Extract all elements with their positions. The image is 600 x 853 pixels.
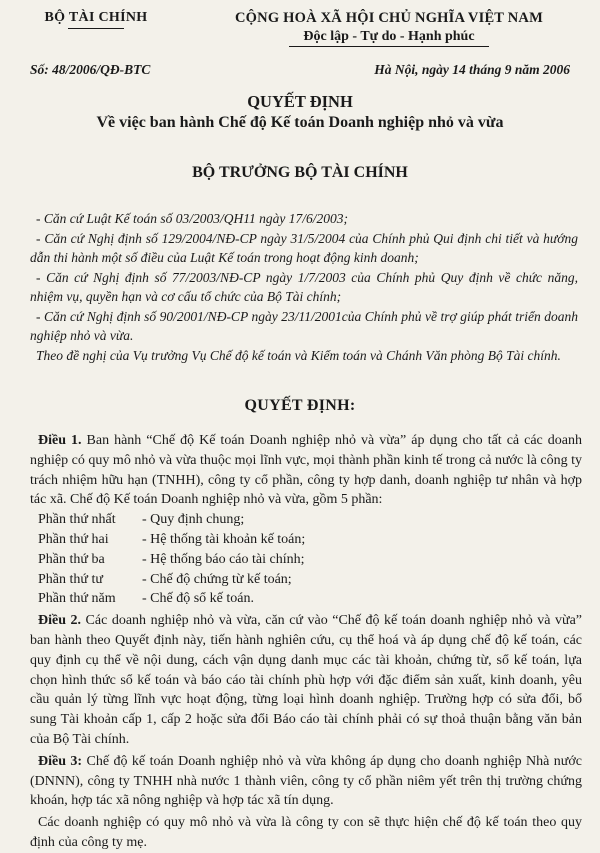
proposal-line: Theo đề nghị của Vụ trưởng Vụ Chế độ kế toán và Kiểm toán và Chánh Văn phòng Bộ Tài chính. [36,347,561,363]
part-name: Phần thứ tư [38,571,103,587]
article-1-text: Ban hành “Chế độ Kế toán Doanh nghiệp nhỏ và vừa” áp dụng cho tất cả các doanh nghiệp có quy mô nhỏ và vừa thuộc mọi lĩnh vực, mọi thành phần kinh tế trong cả nước là công ty trách nhiệm hữu hạn (TNHH), công ty cổ phần, công ty hợp danh, doanh nghiệp tư nhân và hợp tác xã. Chế độ Kế toán Doanh nghiệp nhỏ và vừa, gồm 5 phần: [30,433,582,508]
article-2 [30,611,582,750]
national-heading-block [206,10,572,47]
document-title: QUYẾT ĐỊNH [247,92,353,111]
article-3-label: Điều 3: [38,753,83,769]
issuing-agency: BỘ TÀI CHÍNH [44,10,148,25]
legal-basis-item: - Căn cứ Luật Kế toán số 03/2003/QH11 ngày 17/6/2003; [36,211,348,226]
part-name: Phần thứ năm [38,591,116,607]
part-desc: - Chế độ sổ kế toán. [142,591,254,607]
part-desc: - Chế độ chứng từ kế toán; [142,571,292,587]
decision-body [30,431,582,853]
article-3 [30,752,582,811]
part-name: Phần thứ nhất [38,512,116,528]
list-item [30,510,582,530]
motto-underline [289,46,489,47]
part-desc: - Quy định chung; [142,512,245,528]
legal-basis-item: - Căn cứ Nghị định số 129/2004/NĐ-CP ngày 31/5/2004 của Chính phủ Qui định chi tiết và hướng dẫn thi hành một số điều của Luật Kế toán trong hoạt động kinh doanh; [30,230,578,265]
document-subtitle: Về việc ban hành Chế độ Kế toán Doanh nghiệp nhỏ và vừa [96,114,504,131]
agency-underline [68,28,124,29]
list-item [30,530,582,550]
closing-paragraph: Các doanh nghiệp có quy mô nhỏ và vừa là công ty con sẽ thực hiện chế độ kế toán theo quy định của công ty mẹ. [30,815,582,850]
legal-basis-item: - Căn cứ Nghị định số 77/2003/NĐ-CP ngày 1/7/2003 của Chính phủ Quy định về chức năng, nhiệm vụ, quyền hạn và cơ cấu tổ chức của Bộ Tài chính; [30,269,578,304]
article-1 [30,431,582,510]
issuer-heading: BỘ TRƯỞNG BỘ TÀI CHÍNH [192,164,408,181]
place-and-date: Hà Nội, ngày 14 tháng 9 năm 2006 [374,62,570,77]
article-3-text: Chế độ kế toán Doanh nghiệp nhỏ và vừa không áp dụng cho doanh nghiệp Nhà nước (DNNN), công ty TNHH nhà nước 1 thành viên, công ty cổ phần niêm yết trên thị trường chứng khoán, hợp tác xã nông nghiệp và hợp tác xã tín dụng. [30,753,582,809]
article-1-label: Điều 1. [38,433,82,448]
issuing-agency-block [36,10,156,29]
article-2-label: Điều 2. [38,613,82,629]
legal-bases [30,209,578,365]
document-number: Số: 48/2006/QĐ-BTC [30,62,151,77]
national-motto: Độc lập - Tự do - Hạnh phúc [303,29,475,44]
part-name: Phần thứ ba [38,551,105,567]
parts-list [30,510,582,609]
legal-basis-item: - Căn cứ Nghị định số 90/2001/NĐ-CP ngày 23/11/2001của Chính phủ về trợ giúp phát triển doanh nghiệp nhỏ và vừa. [30,308,578,343]
list-item [30,589,582,609]
part-desc: - Hệ thống tài khoản kế toán; [142,531,306,547]
list-item [30,570,582,590]
decision-heading: QUYẾT ĐỊNH: [244,397,356,414]
national-name: CỘNG HOÀ XÃ HỘI CHỦ NGHĨA VIỆT NAM [235,10,543,26]
article-2-text: Các doanh nghiệp nhỏ và vừa, căn cứ vào “Chế độ kế toán doanh nghiệp nhỏ và vừa” ban hành theo Quyết định này, tiến hành nghiên cứu, cụ thể hoá và áp dụng chế độ kế toán, các quy định cụ thể về nội dung, cách vận dụng danh mục các tài khoản, chứng từ, sổ kế toán, lựa chọn hình thức sổ kế toán và báo cáo tài chính phù hợp với đặc điểm sản xuất, kinh doanh, yêu cầu quản lý từng lĩnh vực hoạt động, từng loại hình doanh nghiệp. Trường hợp có sửa đổi, bổ sung Tài khoản cấp 1, cấp 2 hoặc sửa đổi Báo cáo tài chính phải có sự thoả thuận bằng văn bản của Bộ Tài chính. [30,613,583,747]
part-desc: - Hệ thống báo cáo tài chính; [142,551,305,567]
part-name: Phần thứ hai [38,531,109,547]
list-item [30,550,582,570]
